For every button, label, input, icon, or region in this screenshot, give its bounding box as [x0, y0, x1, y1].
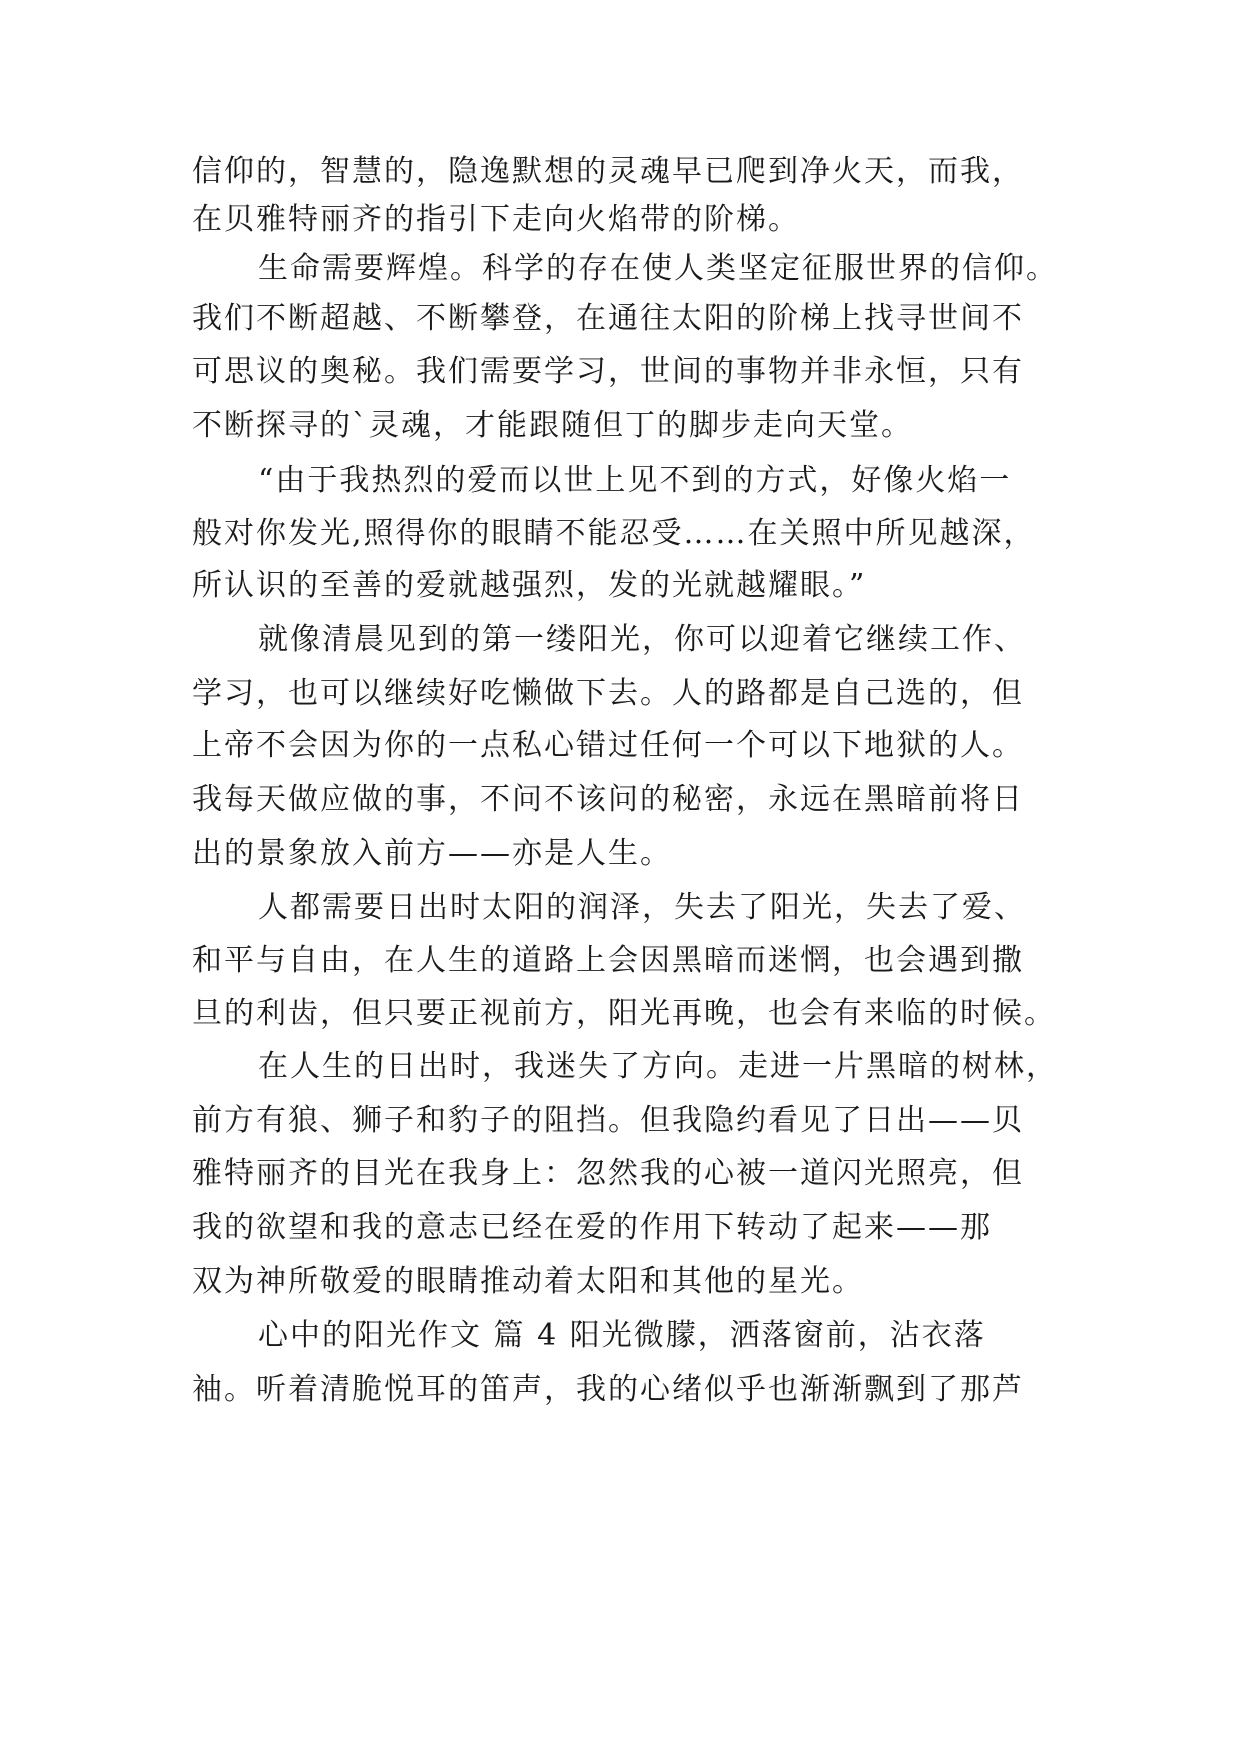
- text-line: 上帝不会因为你的一点私心错过任何一个可以下地狱的人。: [192, 728, 1024, 763]
- text-line: 可思议的奥秘。我们需要学习，世间的事物并非永恒，只有: [192, 354, 1024, 389]
- text-line: 生命需要辉煌。科学的存在使人类坚定征服世界的信仰。: [258, 251, 1058, 286]
- text-line: 我们不断超越、不断攀登，在通往太阳的阶梯上找寻世间不: [192, 301, 1024, 336]
- text-line: 袖。听着清脆悦耳的笛声，我的心绪似乎也渐渐飘到了那芦: [192, 1372, 1024, 1407]
- text-line: 我每天做应做的事，不问不该问的秘密，永远在黑暗前将日: [192, 782, 1024, 817]
- text-line: “由于我热烈的爱而以世上见不到的方式，好像火焰一: [258, 463, 1012, 498]
- text-line: 信仰的，智慧的，隐逸默想的灵魂早已爬到净火天，而我，: [192, 154, 1024, 189]
- text-line: 我的欲望和我的意志已经在爱的作用下转动了起来——那: [192, 1210, 992, 1245]
- text-line: 不断探寻的`灵魂，才能跟随但丁的脚步走向天堂。: [192, 408, 913, 443]
- text-line: 雅特丽齐的目光在我身上：忽然我的心被一道闪光照亮，但: [192, 1156, 1024, 1191]
- text-line: 人都需要日出时太阳的润泽，失去了阳光，失去了爱、: [258, 890, 1026, 925]
- text-line: 学习，也可以继续好吃懒做下去。人的路都是自己选的，但: [192, 676, 1024, 711]
- text-line: 旦的利齿，但只要正视前方，阳光再晚，也会有来临的时候。: [192, 996, 1056, 1031]
- text-line: 双为神所敬爱的眼睛推动着太阳和其他的星光。: [192, 1264, 864, 1299]
- text-line: 在人生的日出时，我迷失了方向。走进一片黑暗的树林，: [258, 1049, 1058, 1084]
- text-line: 和平与自由，在人生的道路上会因黑暗而迷惘，也会遇到撒: [192, 943, 1024, 978]
- text-line: 在贝雅特丽齐的指引下走向火焰带的阶梯。: [192, 202, 800, 237]
- text-line: 出的景象放入前方——亦是人生。: [192, 836, 672, 871]
- text-line: 所认识的至善的爱就越强烈，发的光就越耀眼。”: [192, 568, 867, 603]
- text-line: 前方有狼、狮子和豹子的阻挡。但我隐约看见了日出——贝: [192, 1103, 1024, 1138]
- text-line: 心中的阳光作文 篇 4 阳光微朦，洒落窗前，沾衣落: [258, 1318, 986, 1353]
- text-line: 就像清晨见到的第一缕阳光，你可以迎着它继续工作、: [258, 622, 1026, 657]
- text-line: 般对你发光,照得你的眼睛不能忍受……在关照中所见越深，: [192, 516, 1036, 551]
